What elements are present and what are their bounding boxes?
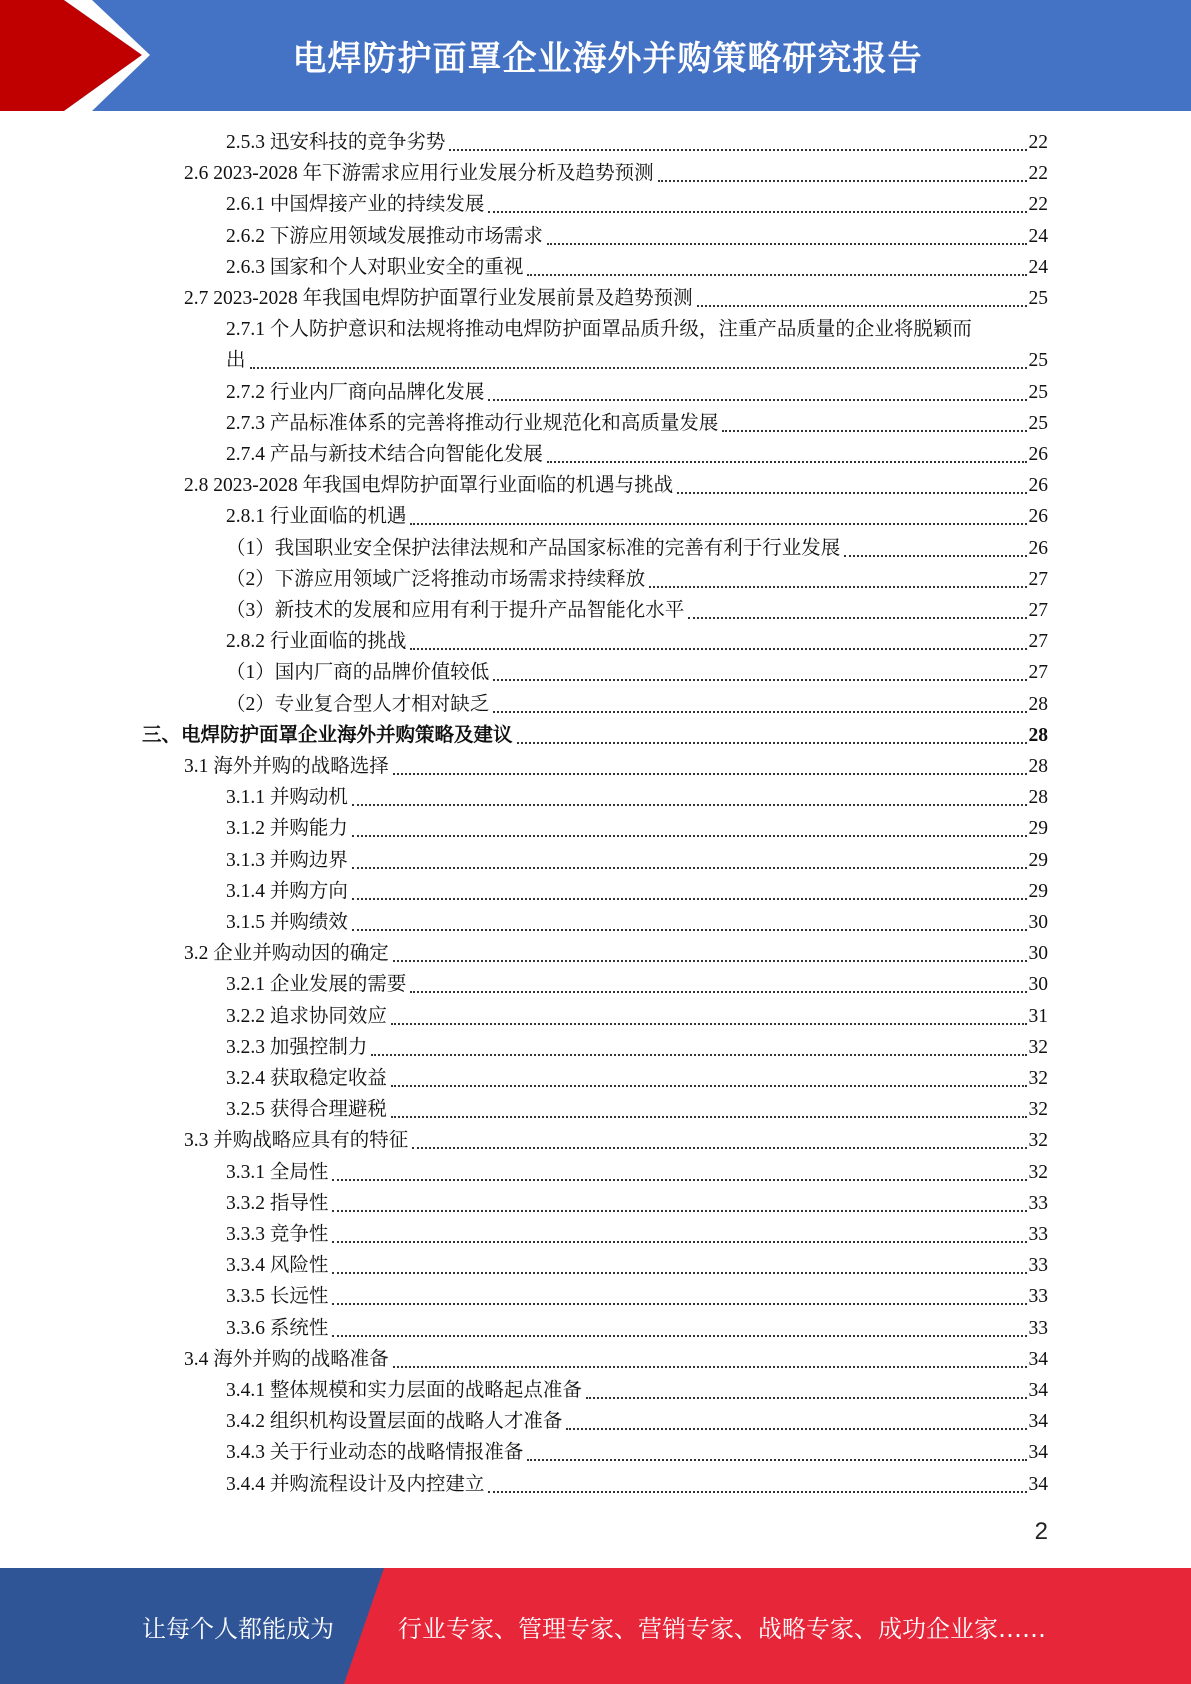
toc-dot-leader xyxy=(352,929,1027,931)
toc-entry-label: 3.3.3 竞争性 xyxy=(226,1224,329,1245)
toc-dot-leader xyxy=(250,367,1027,369)
toc-dot-leader xyxy=(391,1116,1027,1118)
toc-entry-label: 3.4.3 关于行业动态的战略情报准备 xyxy=(226,1442,524,1464)
page-footer xyxy=(0,1568,1191,1684)
toc-entry-label: 3.4.1 整体规模和实力层面的战略起点准备 xyxy=(226,1380,582,1401)
toc-entry-label: 2.7.2 行业内厂商向品牌化发展 xyxy=(226,381,485,403)
toc-entry-label: 2.7.4 产品与新技术结合向智能化发展 xyxy=(226,444,543,465)
toc-entry-page: 33 xyxy=(1028,1255,1048,1277)
toc-dot-leader xyxy=(332,1241,1026,1243)
toc-entry-label: （1）我国职业安全保护法律法规和产品国家标准的完善有利于行业发展 xyxy=(226,537,841,559)
toc-entry-label: 三、电焊防护面罩企业海外并购策略及建议 xyxy=(142,724,513,746)
toc-entry[interactable] xyxy=(184,1125,1048,1156)
footer-slogan-left: 让每个人都能成为 xyxy=(142,1614,334,1643)
toc-entry-label: （3）新技术的发展和应用有利于提升产品智能化水平 xyxy=(226,600,685,621)
toc-entry[interactable] xyxy=(226,1001,1048,1032)
toc-dot-leader xyxy=(410,648,1026,650)
toc-entry-label: 3.2.2 追求协同效应 xyxy=(226,1005,387,1027)
toc-entry-label: 3.3 并购战略应具有的特征 xyxy=(184,1130,409,1152)
toc-dot-leader xyxy=(393,960,1027,962)
toc-entry-label: 3.2.3 加强控制力 xyxy=(226,1036,368,1058)
toc-entry[interactable] xyxy=(226,408,1048,439)
footer-slogan-right: 行业专家、管理专家、营销专家、战略专家、成功企业家…… xyxy=(398,1614,1046,1643)
toc-dot-leader xyxy=(677,492,1026,494)
toc-entry[interactable] xyxy=(184,470,1048,501)
toc-dot-leader xyxy=(493,679,1026,681)
toc-entry[interactable] xyxy=(184,283,1048,314)
toc-entry-label: 3.3.5 长远性 xyxy=(226,1286,329,1308)
toc-entry-page: 31 xyxy=(1028,1005,1048,1027)
toc-entry-page: 32 xyxy=(1028,1036,1048,1058)
toc-entry[interactable] xyxy=(226,1219,1048,1250)
toc-entry-label: 3.1.1 并购动机 xyxy=(226,787,348,809)
toc-dot-leader xyxy=(722,430,1026,432)
toc-entry-label: 3.2 企业并购动因的确定 xyxy=(184,943,389,965)
toc-dot-leader xyxy=(566,1428,1026,1430)
toc-entry[interactable] xyxy=(226,1281,1048,1312)
toc-dot-leader xyxy=(493,711,1026,713)
toc-entry-page: 33 xyxy=(1028,1224,1048,1245)
toc-entry-label: 2.6.3 国家和个人对职业安全的重视 xyxy=(226,256,524,278)
toc-entry-page: 26 xyxy=(1028,475,1048,497)
toc-entry-page: 34 xyxy=(1028,1380,1048,1401)
toc-entry[interactable] xyxy=(226,345,1048,376)
toc-dot-leader xyxy=(586,1397,1027,1399)
toc-entry[interactable] xyxy=(184,1344,1048,1375)
toc-entry-page: 22 xyxy=(1028,163,1048,185)
toc-dot-leader xyxy=(410,523,1026,525)
toc-dot-leader xyxy=(352,867,1027,869)
toc-entry-page: 28 xyxy=(1028,756,1048,777)
toc-dot-leader xyxy=(352,835,1027,837)
toc-entry-label: 2.6 2023-2028 年下游需求应用行业发展分析及趋势预测 xyxy=(184,163,654,185)
toc-entry[interactable] xyxy=(226,1437,1048,1468)
toc-entry-label: 3.3.1 全局性 xyxy=(226,1161,329,1183)
toc-entry-page: 27 xyxy=(1028,631,1048,653)
toc-entry[interactable] xyxy=(226,1063,1048,1094)
toc-entry-page: 32 xyxy=(1028,1161,1048,1183)
toc-entry-page: 25 xyxy=(1028,288,1048,309)
toc-entry[interactable] xyxy=(226,189,1048,220)
toc-entry[interactable] xyxy=(226,1032,1048,1063)
toc-entry[interactable] xyxy=(184,158,1048,189)
toc-entry[interactable] xyxy=(226,501,1048,532)
toc-entry-label: 3.4.4 并购流程设计及内控建立 xyxy=(226,1473,485,1495)
toc-entry-page: 28 xyxy=(1028,693,1048,715)
toc-dot-leader xyxy=(391,1023,1027,1025)
toc-entry[interactable] xyxy=(226,689,1048,720)
toc-entry[interactable] xyxy=(226,1375,1048,1406)
toc-entry[interactable] xyxy=(226,127,1048,158)
toc-entry-page: 33 xyxy=(1028,1192,1048,1214)
toc-entry-label: 出 xyxy=(226,350,246,372)
toc-entry[interactable] xyxy=(226,782,1048,813)
toc-dot-leader xyxy=(547,243,1027,245)
toc-entry-label: 2.8.2 行业面临的挑战 xyxy=(226,631,407,653)
toc-entry-page: 29 xyxy=(1028,849,1048,871)
toc-entry-page: 25 xyxy=(1028,381,1048,403)
toc-dot-leader xyxy=(488,1491,1026,1493)
toc-entry-label: （2）下游应用领域广泛将推动市场需求持续释放 xyxy=(226,568,646,590)
toc-dot-leader xyxy=(332,1272,1026,1274)
toc-entry-page: 25 xyxy=(1028,412,1048,434)
toc-entry-page: 26 xyxy=(1028,537,1048,559)
toc-entry-page: 28 xyxy=(1028,787,1048,809)
toc-dot-leader xyxy=(393,773,1027,775)
toc-entry-page: 30 xyxy=(1028,912,1048,933)
toc-entry-page: 27 xyxy=(1028,600,1048,621)
toc-dot-leader xyxy=(332,1210,1026,1212)
toc-entry-label: 3.1.3 并购边界 xyxy=(226,849,348,871)
toc-entry-label: （1）国内厂商的品牌价值较低 xyxy=(226,662,490,684)
toc-entry-label: 3.3.6 系统性 xyxy=(226,1317,329,1339)
toc-entry-page: 22 xyxy=(1028,194,1048,216)
toc-entry-label: 2.7 2023-2028 年我国电焊防护面罩行业发展前景及趋势预测 xyxy=(184,288,693,309)
toc-entry-page: 24 xyxy=(1028,225,1048,247)
toc-entry[interactable] xyxy=(226,1313,1048,1344)
toc-entry[interactable] xyxy=(226,533,1048,564)
toc-entry-label: 3.2.4 获取稳定收益 xyxy=(226,1068,387,1089)
toc-entry[interactable] xyxy=(226,1157,1048,1188)
toc-entry[interactable] xyxy=(226,876,1048,907)
toc-entry-page: 22 xyxy=(1028,132,1048,153)
toc-entry[interactable] xyxy=(226,314,1048,345)
toc-entry[interactable] xyxy=(184,751,1048,782)
toc-dot-leader xyxy=(412,1147,1026,1149)
toc-dot-leader xyxy=(449,149,1026,151)
toc-entry-page: 34 xyxy=(1028,1473,1048,1495)
toc-entry-page: 24 xyxy=(1028,256,1048,278)
toc-entry-label: 3.4 海外并购的战略准备 xyxy=(184,1348,389,1370)
toc-dot-leader xyxy=(488,399,1026,401)
toc-entry-page: 26 xyxy=(1028,444,1048,465)
toc-dot-leader xyxy=(658,180,1027,182)
toc-entry[interactable] xyxy=(226,564,1048,595)
toc-entry-page: 26 xyxy=(1028,506,1048,528)
toc-dot-leader xyxy=(844,555,1026,557)
toc-entry-page: 29 xyxy=(1028,818,1048,840)
toc-dot-leader xyxy=(688,617,1026,619)
toc-entry[interactable] xyxy=(226,377,1048,408)
toc-entry-label: 3.3.4 风险性 xyxy=(226,1255,329,1277)
toc-dot-leader xyxy=(391,1085,1027,1087)
toc-entry-page: 30 xyxy=(1028,974,1048,996)
toc-entry[interactable] xyxy=(226,1469,1048,1500)
toc-entry-label: 2.6.1 中国焊接产业的持续发展 xyxy=(226,194,485,216)
toc-dot-leader xyxy=(332,1179,1026,1181)
toc-entry[interactable] xyxy=(226,1250,1048,1281)
toc-entry-page: 25 xyxy=(1028,350,1048,372)
toc-dot-leader xyxy=(393,1366,1027,1368)
toc-entry[interactable] xyxy=(226,595,1048,626)
toc-dot-leader xyxy=(547,461,1027,463)
toc-entry-page: 34 xyxy=(1028,1442,1048,1464)
toc-entry[interactable] xyxy=(226,657,1048,688)
page-header xyxy=(0,0,1191,111)
page-number: 2 xyxy=(1034,1518,1048,1545)
toc-dot-leader xyxy=(371,1054,1026,1056)
toc-entry-page: 34 xyxy=(1028,1348,1048,1370)
toc-dot-leader xyxy=(332,1335,1026,1337)
toc-entry-label: （2）专业复合型人才相对缺乏 xyxy=(226,693,490,715)
document-title: 电焊防护面罩企业海外并购策略研究报告 xyxy=(292,39,923,79)
toc-entry-label: 2.6.2 下游应用领域发展推动市场需求 xyxy=(226,225,543,247)
toc-entry-page: 27 xyxy=(1028,662,1048,684)
toc-dot-leader xyxy=(697,305,1027,307)
toc-entry-label: 3.2.1 企业发展的需要 xyxy=(226,974,407,996)
toc-entry[interactable] xyxy=(226,813,1048,844)
toc-entry[interactable] xyxy=(226,252,1048,283)
toc-dot-leader xyxy=(488,211,1026,213)
toc-dot-leader xyxy=(649,586,1026,588)
toc-entry[interactable] xyxy=(226,1094,1048,1125)
toc-entry[interactable] xyxy=(226,439,1048,470)
toc-entry-page: 27 xyxy=(1028,568,1048,590)
toc-entry[interactable] xyxy=(142,720,1048,751)
toc-entry-label: 3.1.5 并购绩效 xyxy=(226,912,348,933)
toc-entry-label: 3.1.4 并购方向 xyxy=(226,880,348,902)
toc-entry[interactable] xyxy=(226,1406,1048,1437)
toc-dot-leader xyxy=(410,991,1026,993)
toc-dot-leader xyxy=(527,274,1026,276)
toc-entry[interactable] xyxy=(226,969,1048,1000)
toc-dot-leader xyxy=(527,1459,1026,1461)
toc-entry-label: 2.8.1 行业面临的机遇 xyxy=(226,506,407,528)
toc-entry[interactable] xyxy=(184,938,1048,969)
toc-entry-label: 2.8 2023-2028 年我国电焊防护面罩行业面临的机遇与挑战 xyxy=(184,475,674,497)
toc-entry[interactable] xyxy=(226,1188,1048,1219)
toc-dot-leader xyxy=(352,898,1027,900)
toc-entry-page: 28 xyxy=(1028,724,1048,746)
toc-entry-label: 3.1.2 并购能力 xyxy=(226,818,348,840)
toc-dot-leader xyxy=(517,742,1027,744)
toc-entry-page: 32 xyxy=(1028,1068,1048,1089)
toc-entry-page: 30 xyxy=(1028,943,1048,965)
toc-dot-leader xyxy=(332,1303,1026,1305)
toc-entry-page: 33 xyxy=(1028,1317,1048,1339)
toc-entry-page: 33 xyxy=(1028,1286,1048,1308)
toc-entry[interactable] xyxy=(226,626,1048,657)
toc-entry-page: 34 xyxy=(1028,1411,1048,1433)
toc-entry[interactable] xyxy=(226,845,1048,876)
toc-entry-label: 3.2.5 获得合理避税 xyxy=(226,1099,387,1121)
toc-entry-label: 3.4.2 组织机构设置层面的战略人才准备 xyxy=(226,1411,563,1433)
toc-entry[interactable] xyxy=(226,221,1048,252)
toc-dot-leader xyxy=(352,804,1027,806)
toc-entry-label: 2.7.1 个人防护意识和法规将推动电焊防护面罩品质升级，注重产品质量的企业将脱颖而 xyxy=(226,319,972,341)
toc-entry-page: 32 xyxy=(1028,1130,1048,1152)
toc-entry-label: 3.1 海外并购的战略选择 xyxy=(184,756,389,777)
toc-entry-page: 32 xyxy=(1028,1099,1048,1121)
toc-entry-label: 2.7.3 产品标准体系的完善将推动行业规范化和高质量发展 xyxy=(226,412,719,434)
toc-entry-page: 29 xyxy=(1028,880,1048,902)
toc-entry-label: 2.5.3 迅安科技的竞争劣势 xyxy=(226,132,446,153)
toc-entry-label: 3.3.2 指导性 xyxy=(226,1192,329,1214)
toc-entry[interactable] xyxy=(226,907,1048,938)
